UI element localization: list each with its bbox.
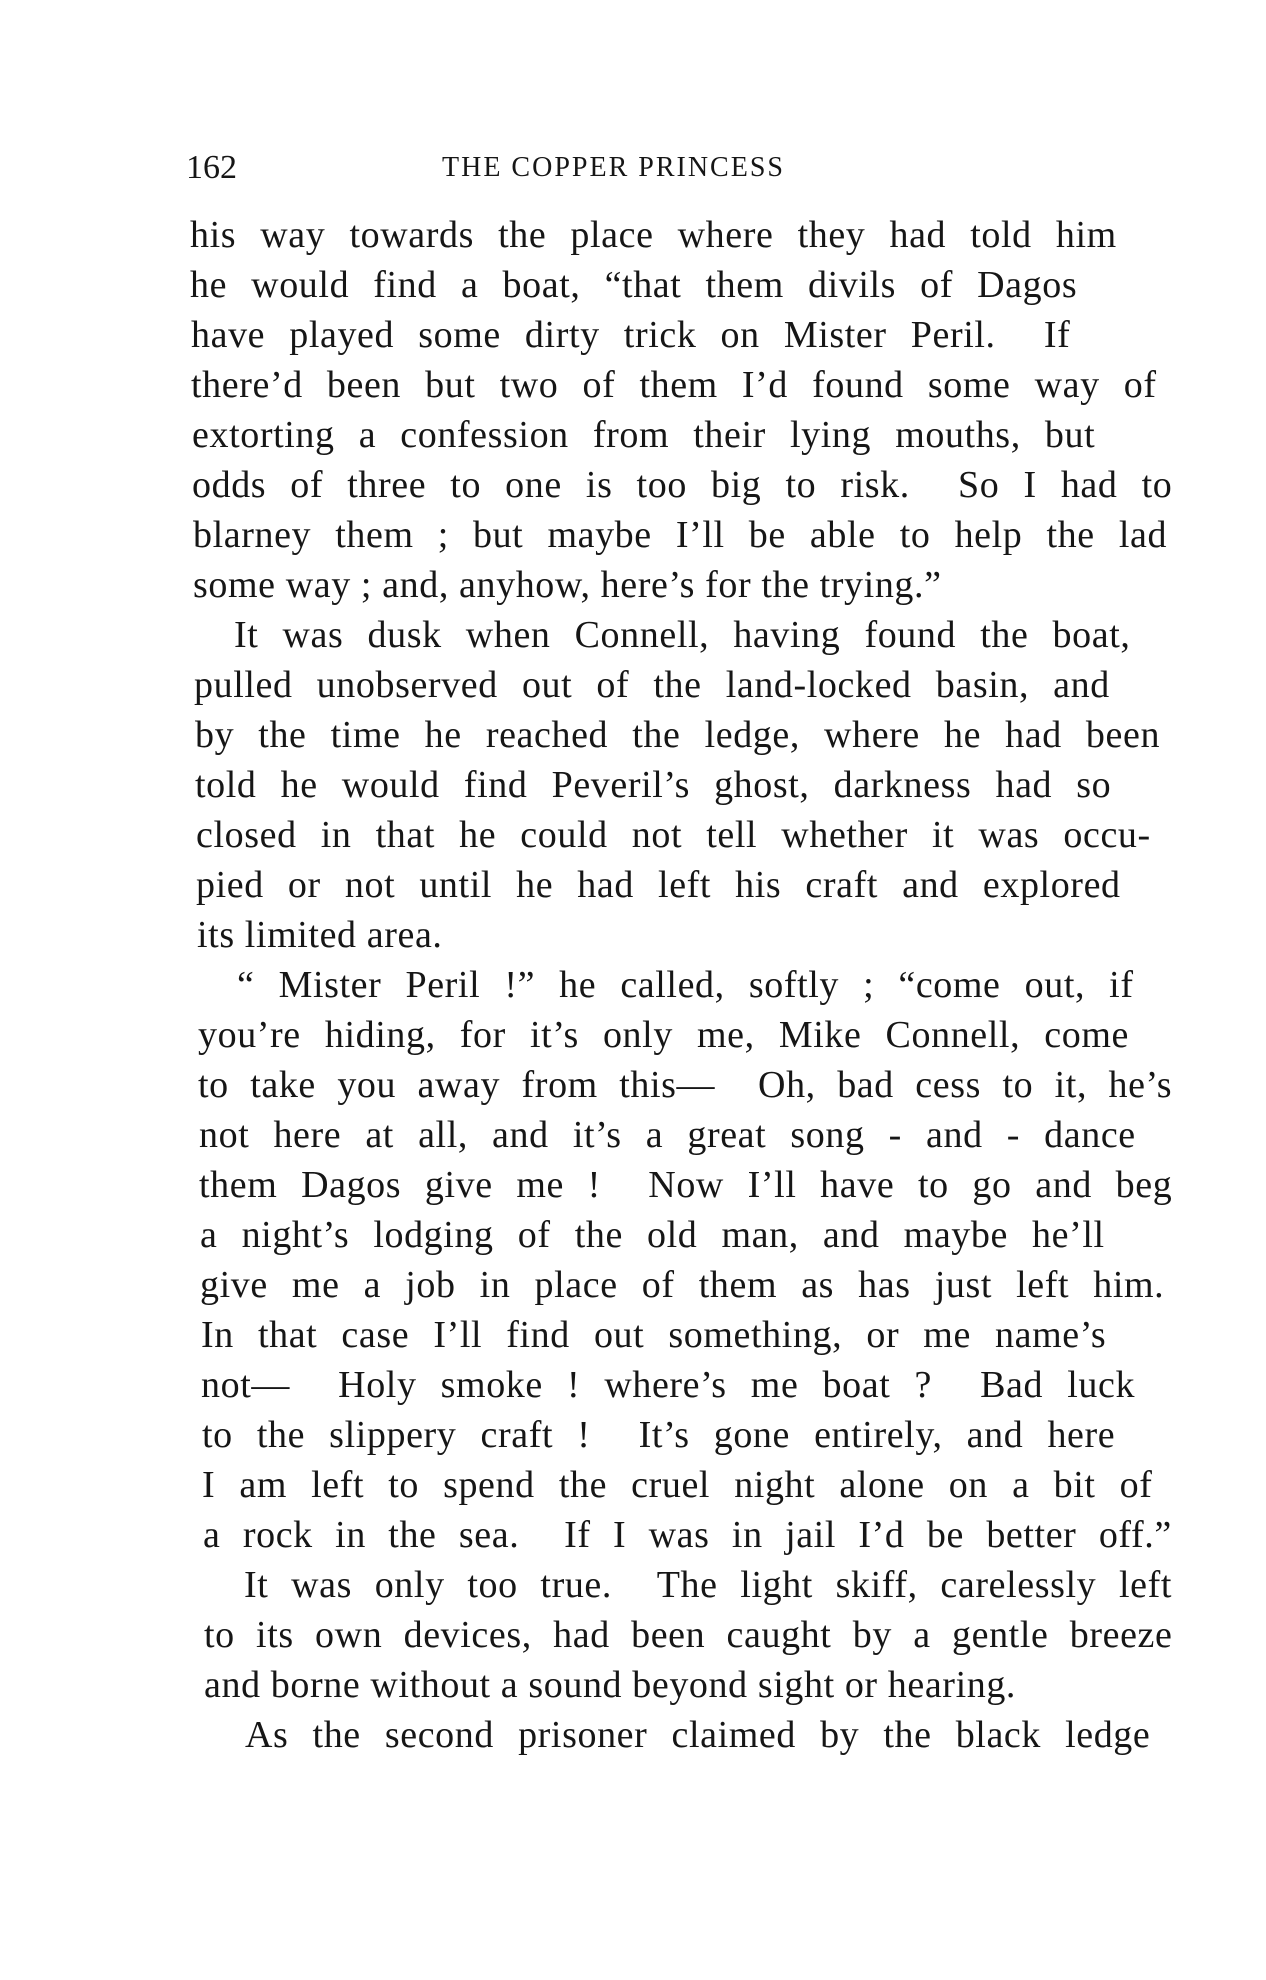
text-line: and borne without a sound beyond sight or hearing. [204, 1664, 1017, 1706]
book-title: THE COPPER PRINCESS [442, 152, 785, 183]
text-line: have played some dirty trick on Mister Peril. If [191, 314, 1071, 356]
running-head [186, 146, 1186, 190]
text-line: It was only too true. The light skiff, carelessly left [244, 1564, 1172, 1606]
text-line: It was dusk when Connell, having found the boat, [234, 614, 1131, 656]
text-line: he would find a boat, “that them divils of Dagos [190, 264, 1078, 306]
page-number: 162 [186, 149, 237, 186]
text-line: blarney them ; but maybe I’ll be able to help the lad [193, 514, 1168, 556]
text-line: extorting a confession from their lying mouths, but [192, 414, 1096, 456]
text-line: them Dagos give me ! Now I’ll have to go and beg [199, 1164, 1173, 1206]
text-line: odds of three to one is too big to risk. So I had to [192, 464, 1173, 506]
text-line: to its own devices, had been caught by a gentle breeze [204, 1614, 1173, 1656]
text-line: to take you away from this— Oh, bad cess to it, he’s [198, 1064, 1173, 1106]
text-line: a rock in the sea. If I was in jail I’d be better off.” [203, 1514, 1172, 1556]
text-line: some way ; and, anyhow, here’s for the trying.” [193, 564, 942, 606]
text-line: “ Mister Peril !” he called, softly ; “come out, if [237, 964, 1134, 1006]
text-line: pied or not until he had left his craft and explored [196, 864, 1121, 906]
text-line: a night’s lodging of the old man, and maybe he’ll [200, 1214, 1105, 1256]
text-line: pulled unobserved out of the land-locked basin, and [194, 664, 1110, 706]
text-line: his way towards the place where they had told him [190, 214, 1117, 256]
text-line: As the second prisoner claimed by the black ledge [245, 1714, 1151, 1756]
text-line: you’re hiding, for it’s only me, Mike Connell, come [198, 1014, 1129, 1056]
text-line: In that case I’ll find out something, or me name’s [201, 1314, 1107, 1356]
text-line: there’d been but two of them I’d found some way of [191, 364, 1157, 406]
text-line: not— Holy smoke ! where’s me boat ? Bad luck [201, 1364, 1136, 1406]
text-line: told he would find Peveril’s ghost, darkness had so [195, 764, 1112, 806]
text-line: closed in that he could not tell whether it was occu- [196, 814, 1151, 856]
text-line: by the time he reached the ledge, where he had been [195, 714, 1161, 756]
text-line: its limited area. [197, 914, 443, 956]
text-line: to the slippery craft ! It’s gone entirely, and here [202, 1414, 1116, 1456]
text-line: give me a job in place of them as has just left him. [200, 1264, 1165, 1306]
text-line: I am left to spend the cruel night alone on a bit of [202, 1464, 1153, 1506]
text-line: not here at all, and it’s a great song - and - dance [199, 1114, 1136, 1156]
